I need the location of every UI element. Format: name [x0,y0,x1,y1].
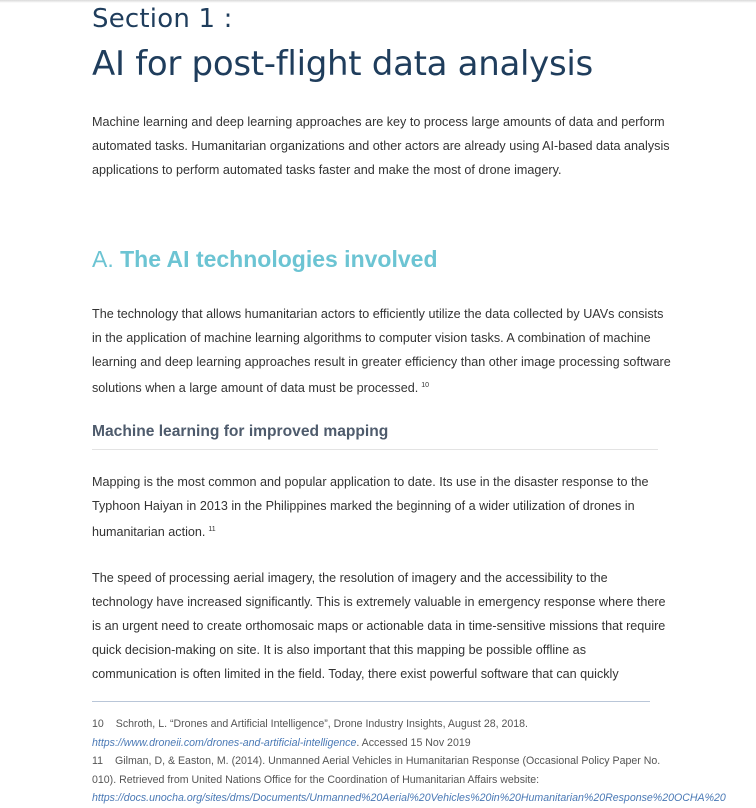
tech-paragraph [92,302,672,400]
footnote-11 [92,752,726,808]
subsection-heading [92,246,438,273]
footnote-number: 11 [92,755,103,767]
mapping-paragraph-2: The speed of processing aerial imagery, the resolution of imagery and the accessibility to the technology have increased significantly. This is extremely valuable in emergency response where there is an urgent need to create orthomosaic maps or actionable data in time-sensitive missions that require quick decision-making on site. It is also important that this mapping be possible offline as communication is often limited in the field. Today, there exist powerful software that can quickly [92,571,666,681]
footnote-link[interactable]: https://www.droneii.com/drones-and-artificial-intelligence [92,736,357,749]
mapping-paragraph-1 [92,470,672,544]
footnote-number: 10 [92,718,104,730]
footnote-ref-11[interactable]: 11 [208,526,216,533]
footnotes [92,715,726,808]
page-top-edge [0,0,756,3]
subsection-title: The AI technologies involved [120,246,438,272]
footnote-10 [92,715,662,752]
section-title: AI for post-flight data analysis [92,44,593,84]
footnote-text: Gilman, D, & Easton, M. (2014). Unmanned Aerial Vehicles in Humanitarian Response (Occasional Policy Paper No. 010). Retrieved from United Nations Office for the Coordination of Humanitarian Affairs website: [92,755,661,786]
tech-paragraph-text: The technology that allows humanitarian actors to efficiently utilize the data collected by UAVs consists in the application of machine learning algorithms to computer vision tasks. A combination of machine learning and deep learning approaches result in greater efficiency than other image processing software solutions when a large amount of data must be processed. [92,307,671,395]
subsection-letter: A. [92,246,114,272]
footnote-suffix: . Accessed 15 Nov 2019 [356,736,471,749]
footnote-text: Schroth, L. “Drones and Artificial Intelligence”, Drone Industry Insights, August 28, 2018. [115,718,529,730]
footnote-ref-10[interactable]: 10 [421,382,430,389]
section-label: Section 1 : [92,4,233,34]
footnote-link[interactable]: https://docs.unocha.org/sites/dms/Documents/Unmanned%20Aerial%20Vehicles%20in%20Humanitarian%20Response%20OCHA%20 [92,792,726,804]
intro-paragraph: Machine learning and deep learning approaches are key to process large amounts of data and perform automated tasks. Humanitarian organizations and other actors are already using AI-based data analysis applications to perform automated tasks faster and make the most of drone imagery. [92,115,670,177]
mapping-heading: Machine learning for improved mapping [92,423,658,450]
mapping-paragraph-1-text: Mapping is the most common and popular application to date. Its use in the disaster response to the Typhoon Haiyan in 2013 in the Philippines marked the beginning of a wider utilization of drones in humanitarian action. [92,475,649,539]
footnote-separator [92,701,650,702]
